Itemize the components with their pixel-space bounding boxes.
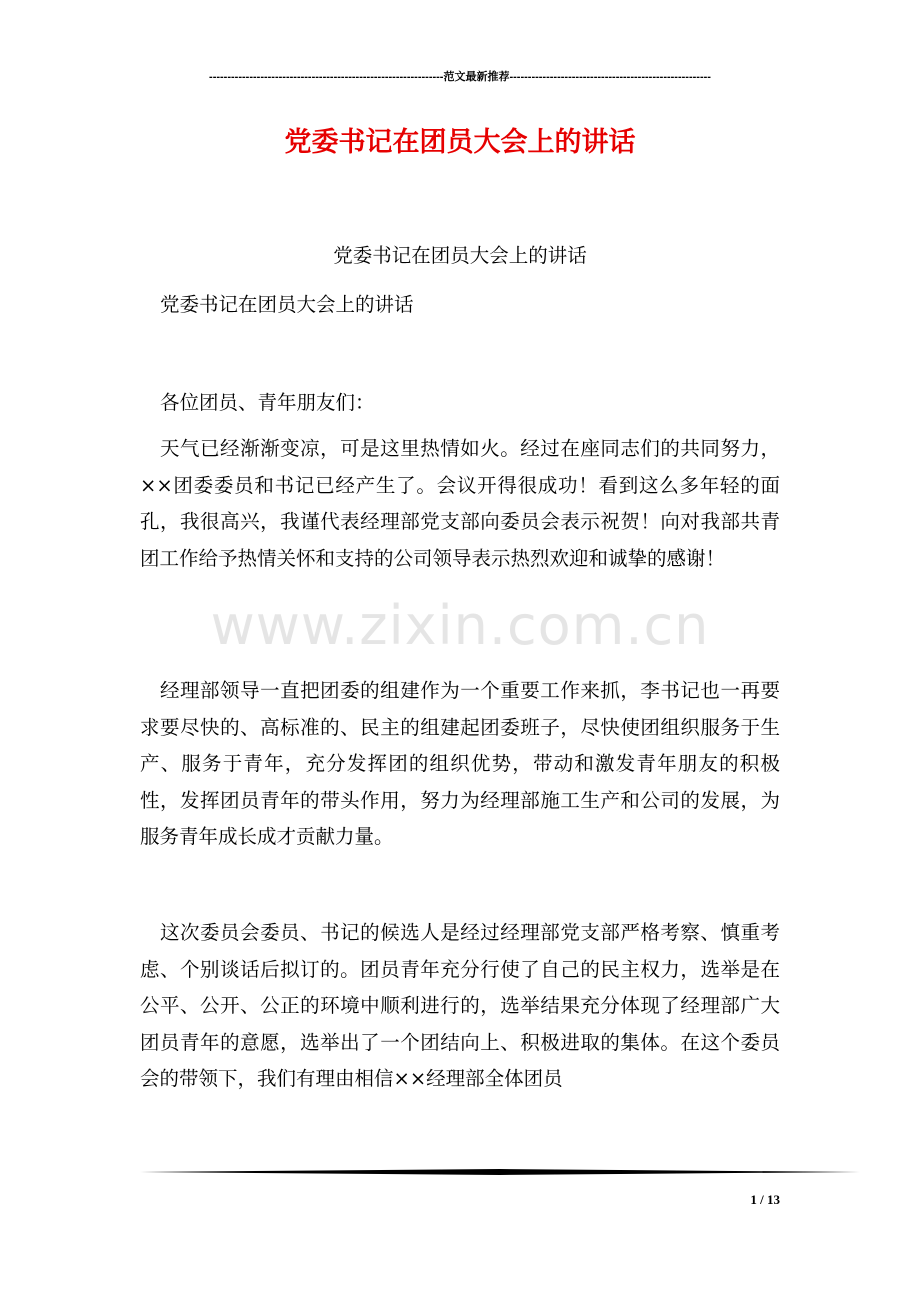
paragraph-2: 经理部领导一直把团委的组建作为一个重要工作来抓，李书记也一再要求要尽快的、高标准的、民主的组建起团委班子，尽快使团组织服务于生产、服务于青年，充分发挥团的组织优势，带动和激发青年朋友的积极性，发挥团员青年的带头作用，努力为经理部施工生产和公司的发展，为服务青年成长成才贡献力量。 [140, 679, 780, 849]
watermark: www.zixin.com.cn [210, 594, 710, 657]
header-banner: ----------------------------------------------------------------范文最新推荐------------------------------------------------------- [209, 71, 711, 83]
subtitle-centered: 党委书记在团员大会上的讲话 [333, 244, 587, 267]
paragraph-3: 这次委员会委员、书记的候选人是经过经理部党支部严格考察、慎重考虑、个别谈话后拟订的。团员青年充分行使了自己的民主权力，选举是在公平、公开、公正的环境中顺利进行的，选举结果充分体现了经理部广大团员青年的意愿，选举出了一个团结向上、积极进取的集体。在这个委员会的带领下，我们有理由相信××经理部全体团员 [140, 921, 780, 1091]
document-title: 党委书记在团员大会上的讲话 [284, 127, 636, 158]
greeting: 各位团员、青年朋友们： [160, 391, 375, 414]
footer-divider [140, 1169, 860, 1175]
page-number: 1 / 13 [750, 1192, 780, 1207]
paragraph-1: 天气已经渐渐变凉，可是这里热情如火。经过在座同志们的共同努力，××团委委员和书记已经产生了。会议开得很成功！看到这么多年轻的面孔，我很高兴，我谨代表经理部党支部向委员会表示祝贺！向对我部共青团工作给予热情关怀和支持的公司领导表示热烈欢迎和诚挚的感谢！ [140, 437, 780, 570]
subtitle-left: 党委书记在团员大会上的讲话 [160, 293, 414, 316]
